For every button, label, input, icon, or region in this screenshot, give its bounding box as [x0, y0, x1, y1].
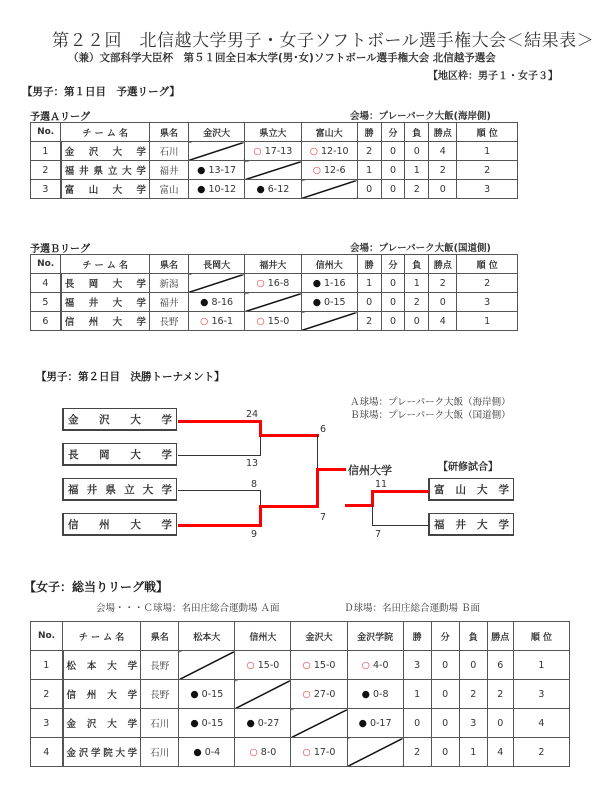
bracket-line	[178, 420, 261, 423]
win-mark-icon: ○	[302, 659, 314, 671]
league-a-venue: 会場：プレーパーク大飯(海岸側)	[350, 111, 491, 122]
column-header: 順 位	[457, 255, 518, 274]
rank: 3	[513, 680, 569, 709]
wins: 0	[357, 180, 381, 199]
team-name: 金沢学院大学	[63, 738, 141, 767]
losses: 1	[405, 161, 429, 180]
venue-c-label: 会場・・・Ｃ球場：名田庄総合運動場 Ａ面	[96, 603, 280, 614]
points: 4	[487, 738, 513, 767]
points: 0	[429, 293, 457, 312]
win-result: ○ 15-0	[291, 651, 347, 680]
table-row	[31, 738, 570, 767]
self-match-cell	[245, 161, 301, 180]
rank: 2	[513, 738, 569, 767]
team-name: 福井県立大学	[61, 161, 150, 180]
column-header: 金沢大	[188, 123, 244, 142]
score-final-bottom: 7	[320, 512, 327, 523]
points: 4	[429, 312, 457, 331]
region-quota: 【地区枠：男子１・女子３】	[428, 71, 558, 82]
draws: 0	[431, 709, 459, 738]
column-header: No.	[31, 622, 63, 651]
rank: 3	[457, 180, 518, 199]
rank: 2	[457, 274, 518, 293]
training-match-title: 【研修試合】	[438, 462, 498, 473]
column-header: 福井大	[245, 255, 301, 274]
win-mark-icon: ○	[302, 688, 314, 700]
bracket-line	[372, 525, 429, 526]
row-number: 3	[31, 180, 61, 199]
table-row	[31, 161, 518, 180]
column-header: 分	[381, 255, 405, 274]
column-header: 順 位	[457, 123, 518, 142]
losses: 1	[405, 274, 429, 293]
win-mark-icon: ○	[361, 659, 373, 671]
loss-result: ● 1-16	[301, 274, 357, 293]
league-b-table	[30, 254, 518, 331]
team-name: 福 井 大 学	[61, 293, 150, 312]
wins: 2	[403, 738, 431, 767]
win-result: ○ 15-0	[245, 312, 301, 331]
column-header: 順 位	[513, 622, 569, 651]
win-mark-icon: ○	[309, 145, 321, 157]
bracket-team-3: 福 井 県 立 大 学	[62, 478, 177, 501]
column-header: 富山大	[301, 123, 357, 142]
bracket-team-4: 信 州 大 学	[62, 513, 177, 536]
self-match-cell	[235, 680, 291, 709]
loss-mark-icon: ●	[246, 717, 258, 729]
loss-result: ● 0-17	[347, 709, 403, 738]
win-result: ○ 12-6	[301, 161, 357, 180]
row-number: 5	[31, 293, 61, 312]
women-heading: 【女子：総当りリーグ戦】	[24, 580, 169, 594]
draws: 0	[431, 680, 459, 709]
losses: 0	[405, 142, 429, 161]
row-number: 2	[31, 161, 61, 180]
win-mark-icon: ○	[249, 746, 261, 758]
prefecture: 石川	[141, 738, 179, 767]
points: 0	[487, 709, 513, 738]
table-row	[31, 312, 518, 331]
bracket-line	[316, 468, 319, 508]
row-number: 4	[31, 738, 63, 767]
league-a-title: 予選Ａリーグ	[30, 112, 90, 123]
wins: 1	[403, 680, 431, 709]
column-header: 県名	[150, 255, 189, 274]
team-name: 金 沢 大 学	[61, 142, 150, 161]
loss-mark-icon: ●	[312, 277, 325, 289]
draws: 0	[381, 161, 405, 180]
loss-result: ● 13-17	[188, 161, 244, 180]
prefecture: 石川	[141, 709, 179, 738]
prefecture: 長野	[141, 651, 179, 680]
column-header: 勝点	[487, 622, 513, 651]
losses: 0	[405, 312, 429, 331]
score-semi2-top: 8	[251, 479, 258, 490]
column-header: 金沢学院	[347, 622, 403, 651]
column-header: 長岡大	[188, 255, 244, 274]
loss-result: ● 0-15	[179, 709, 235, 738]
score-semi1-top: 24	[246, 409, 259, 420]
draws: 0	[431, 738, 459, 767]
prefecture: 富山	[150, 180, 189, 199]
column-header: 金沢大	[291, 622, 347, 651]
table-row	[31, 293, 518, 312]
bracket-line	[316, 468, 346, 471]
column-header: チ ー ム 名	[63, 622, 141, 651]
loss-result: ● 8-16	[188, 293, 244, 312]
loss-mark-icon: ●	[190, 688, 202, 700]
venue-b-label: Ｂ球場：プレーパーク大飯（国道側）	[350, 410, 511, 421]
losses: 2	[459, 680, 487, 709]
loss-mark-icon: ●	[312, 296, 325, 308]
wins: 1	[357, 274, 381, 293]
draws: 0	[381, 293, 405, 312]
table-row	[31, 274, 518, 293]
loss-result: ● 10-12	[188, 180, 244, 199]
self-match-cell	[301, 180, 357, 199]
row-number: 1	[31, 142, 61, 161]
column-header: チ ー ム 名	[61, 123, 150, 142]
points: 4	[429, 142, 457, 161]
losses: 0	[459, 651, 487, 680]
wins: 2	[357, 312, 381, 331]
draws: 0	[381, 180, 405, 199]
loss-result: ● 0-4	[179, 738, 235, 767]
wins: 2	[357, 142, 381, 161]
bracket-line	[371, 490, 429, 493]
win-result: ○ 15-0	[235, 651, 291, 680]
bracket-line	[372, 505, 373, 526]
bracket-team-1: 金 沢 大 学	[62, 408, 177, 431]
venue-a-label: Ａ球場：プレーパーク大飯（海岸側）	[350, 397, 511, 408]
win-result: ○ 4-0	[347, 651, 403, 680]
win-mark-icon: ○	[253, 145, 265, 157]
page-subtitle: （兼）文部科学大臣杯 第５１回全日本大学(男･女)ソフトボール選手権大会 北信越予選会	[68, 52, 496, 64]
draws: 0	[381, 274, 405, 293]
self-match-cell	[347, 738, 403, 767]
column-header: 勝点	[429, 255, 457, 274]
loss-mark-icon: ●	[361, 688, 373, 700]
loss-result: ● 0-15	[179, 680, 235, 709]
self-match-cell	[291, 709, 347, 738]
losses: 1	[459, 738, 487, 767]
prefecture: 長野	[150, 312, 189, 331]
bracket-line	[178, 490, 261, 491]
rank: 1	[457, 142, 518, 161]
column-header: 勝	[357, 123, 381, 142]
wins: 0	[357, 293, 381, 312]
rank: 3	[457, 293, 518, 312]
prefecture: 石川	[150, 142, 189, 161]
rank: 4	[513, 709, 569, 738]
column-header: 分	[431, 622, 459, 651]
loss-mark-icon: ●	[197, 164, 209, 176]
loss-mark-icon: ●	[190, 717, 202, 729]
losses: 2	[405, 180, 429, 199]
table-row	[31, 709, 570, 738]
training-team-2: 福 井 大 学	[428, 513, 514, 536]
bracket-line	[260, 490, 261, 506]
win-result: ○ 17-0	[291, 738, 347, 767]
table-row	[31, 142, 518, 161]
loss-mark-icon: ●	[200, 296, 212, 308]
wins: 0	[403, 709, 431, 738]
men-day2-heading: 【男子：第２日目 決勝トーナメント】	[36, 371, 225, 383]
win-result: ○ 16-8	[245, 274, 301, 293]
column-header: 分	[381, 123, 405, 142]
score-training-bottom: 7	[375, 529, 382, 540]
win-result: ○ 16-1	[188, 312, 244, 331]
column-header: 松本大	[179, 622, 235, 651]
team-name: 金 沢 大 学	[63, 709, 141, 738]
column-header: 負	[405, 255, 429, 274]
bracket-line	[260, 436, 261, 456]
league-b-venue: 会場：プレーパーク大飯(国道側)	[350, 243, 491, 254]
loss-result: ● 0-27	[235, 709, 291, 738]
bracket-line	[259, 505, 262, 526]
rank: 1	[513, 651, 569, 680]
bracket-line	[345, 504, 374, 507]
prefecture: 新潟	[150, 274, 189, 293]
column-header: チ ー ム 名	[61, 255, 150, 274]
page-title: 第２２回 北信越大学男子・女子ソフトボール選手権大会＜結果表＞	[52, 31, 595, 51]
column-header: 県立大	[245, 123, 301, 142]
rank: 1	[457, 312, 518, 331]
losses: 3	[459, 709, 487, 738]
bracket-line	[259, 505, 319, 508]
men-day1-heading: 【男子：第１日目 予選リーグ】	[22, 86, 180, 98]
win-mark-icon: ○	[256, 277, 268, 289]
self-match-cell	[188, 142, 244, 161]
points: 2	[429, 161, 457, 180]
score-training-top: 11	[375, 479, 388, 490]
self-match-cell	[245, 293, 301, 312]
points: 0	[429, 180, 457, 199]
self-match-cell	[301, 312, 357, 331]
column-header: No.	[31, 255, 61, 274]
loss-result: ● 6-12	[245, 180, 301, 199]
column-header: 勝	[357, 255, 381, 274]
table-row	[31, 651, 570, 680]
team-name: 富 山 大 学	[61, 180, 150, 199]
win-mark-icon: ○	[256, 315, 268, 327]
row-number: 3	[31, 709, 63, 738]
prefecture: 長野	[141, 680, 179, 709]
table-row	[31, 680, 570, 709]
win-result: ○ 27-0	[291, 680, 347, 709]
team-name: 信 州 大 学	[63, 680, 141, 709]
win-mark-icon: ○	[302, 746, 314, 758]
win-result: ○ 17-13	[245, 142, 301, 161]
row-number: 2	[31, 680, 63, 709]
loss-mark-icon: ●	[193, 746, 205, 758]
win-mark-icon: ○	[200, 315, 212, 327]
team-name: 信 州 大 学	[61, 312, 150, 331]
team-name: 松 本 大 学	[63, 651, 141, 680]
column-header: 県名	[150, 123, 189, 142]
score-semi1-bottom: 13	[246, 458, 259, 469]
score-final-top: 6	[320, 424, 327, 435]
win-result: ○ 8-0	[235, 738, 291, 767]
draws: 0	[381, 142, 405, 161]
wins: 3	[403, 651, 431, 680]
table-row	[31, 180, 518, 199]
draws: 0	[431, 651, 459, 680]
column-header: 信州大	[301, 255, 357, 274]
bracket-line	[259, 434, 319, 437]
column-header: 勝点	[429, 123, 457, 142]
column-header: 負	[459, 622, 487, 651]
draws: 0	[381, 312, 405, 331]
rank: 2	[457, 161, 518, 180]
self-match-cell	[188, 274, 244, 293]
win-mark-icon: ○	[246, 659, 258, 671]
loss-result: ● 0-8	[347, 680, 403, 709]
points: 2	[429, 274, 457, 293]
prefecture: 福井	[150, 293, 189, 312]
league-b-title: 予選Ｂリーグ	[30, 244, 90, 255]
win-result: ○ 12-10	[301, 142, 357, 161]
bracket-line	[178, 524, 262, 527]
prefecture: 福井	[150, 161, 189, 180]
win-mark-icon: ○	[312, 164, 325, 176]
points: 6	[487, 651, 513, 680]
women-league-table	[30, 621, 570, 767]
loss-mark-icon: ●	[256, 183, 268, 195]
bracket-team-2: 長 岡 大 学	[62, 443, 177, 466]
bracket-line	[178, 455, 261, 456]
row-number: 4	[31, 274, 61, 293]
column-header: No.	[31, 123, 61, 142]
self-match-cell	[179, 651, 235, 680]
losses: 2	[405, 293, 429, 312]
column-header: 勝	[403, 622, 431, 651]
row-number: 6	[31, 312, 61, 331]
loss-result: ● 0-15	[301, 293, 357, 312]
column-header: 負	[405, 123, 429, 142]
champion-label: 信州大学	[348, 464, 392, 477]
wins: 1	[357, 161, 381, 180]
training-team-1: 富 山 大 学	[428, 478, 514, 501]
league-a-table	[30, 122, 518, 199]
loss-mark-icon: ●	[358, 717, 370, 729]
venue-d-label: Ｄ球場：名田庄総合運動場 Ｂ面	[344, 603, 481, 614]
team-name: 長 岡 大 学	[61, 274, 150, 293]
points: 2	[487, 680, 513, 709]
row-number: 1	[31, 651, 63, 680]
bracket-line	[317, 434, 318, 470]
loss-mark-icon: ●	[197, 183, 209, 195]
score-semi2-bottom: 9	[251, 529, 258, 540]
column-header: 信州大	[235, 622, 291, 651]
column-header: 県名	[141, 622, 179, 651]
